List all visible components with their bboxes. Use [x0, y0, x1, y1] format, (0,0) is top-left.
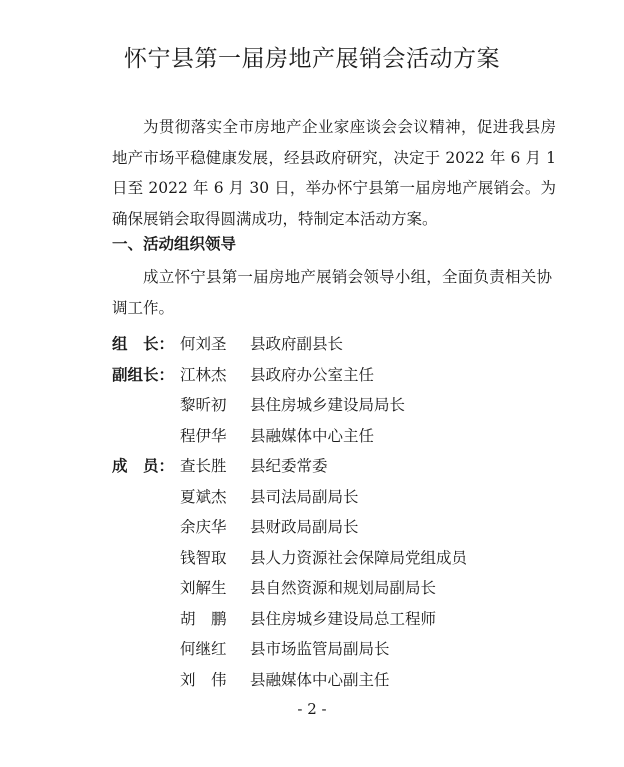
roster-name: 刘 伟 [180, 670, 227, 689]
roster-duty: 县自然资源和规划局副局长 [250, 579, 437, 597]
roster-name: 夏斌杰 [180, 487, 227, 506]
roster-role: 组 长： [112, 335, 175, 353]
roster-row [112, 573, 552, 604]
roster-row [112, 451, 552, 482]
roster-duty: 县住房城乡建设局局长 [250, 396, 406, 414]
roster-name: 刘解生 [180, 579, 227, 597]
roster-row [112, 634, 552, 665]
page-title: 怀宁县第一届房地产展销会活动方案 [124, 46, 500, 72]
roster-row [112, 329, 552, 360]
roster-name: 查长胜 [180, 457, 227, 475]
roster-duty: 县市场监管局副局长 [250, 640, 390, 658]
section-heading: 一、活动组织领导 [112, 235, 237, 253]
page-number: - 2 - [297, 700, 327, 718]
roster-duty: 县政府副县长 [250, 335, 344, 353]
roster-name: 钱智取 [180, 548, 227, 567]
roster-role: 成 员： [112, 457, 175, 475]
roster-duty: 县司法局副局长 [250, 487, 359, 506]
roster-duty: 县人力资源社会保障局党组成员 [250, 548, 468, 567]
roster-role: 副组长： [112, 365, 175, 384]
intro-paragraph: 为贯彻落实全市房地产企业家座谈会会议精神，促进我县房地产市场平稳健康发展，经县政府研究，决定于 2022 年 6 月 1 日至 2022 年 6 月 30 日，举办怀宁县第一届房地产展销会。为确保展销会取得圆满成功，特制定本活动方案。 [112, 118, 556, 228]
roster-name: 胡 鹏 [180, 609, 227, 628]
roster-row [112, 604, 552, 635]
roster-row [112, 421, 552, 452]
roster-row [112, 482, 552, 513]
roster-duty: 县纪委常委 [250, 457, 328, 475]
roster-duty: 县政府办公室主任 [250, 365, 375, 384]
roster-row [112, 665, 552, 696]
leadership-roster [112, 329, 552, 695]
roster-row [112, 543, 552, 574]
roster-duty: 县融媒体中心副主任 [250, 670, 390, 689]
roster-row [112, 512, 552, 543]
section-paragraph: 成立怀宁县第一届房地产展销会领导小组，全面负责相关协调工作。 [112, 268, 552, 317]
roster-row [112, 360, 552, 391]
roster-duty: 县融媒体中心主任 [250, 426, 375, 445]
roster-name: 黎昕初 [180, 396, 227, 414]
roster-name: 余庆华 [180, 518, 227, 536]
roster-duty: 县财政局副局长 [250, 518, 359, 536]
roster-name: 程伊华 [180, 426, 227, 445]
roster-name: 何继红 [180, 640, 227, 658]
roster-name: 何刘圣 [180, 335, 227, 353]
roster-row [112, 390, 552, 421]
roster-duty: 县住房城乡建设局总工程师 [250, 609, 437, 628]
roster-name: 江林杰 [180, 365, 227, 384]
